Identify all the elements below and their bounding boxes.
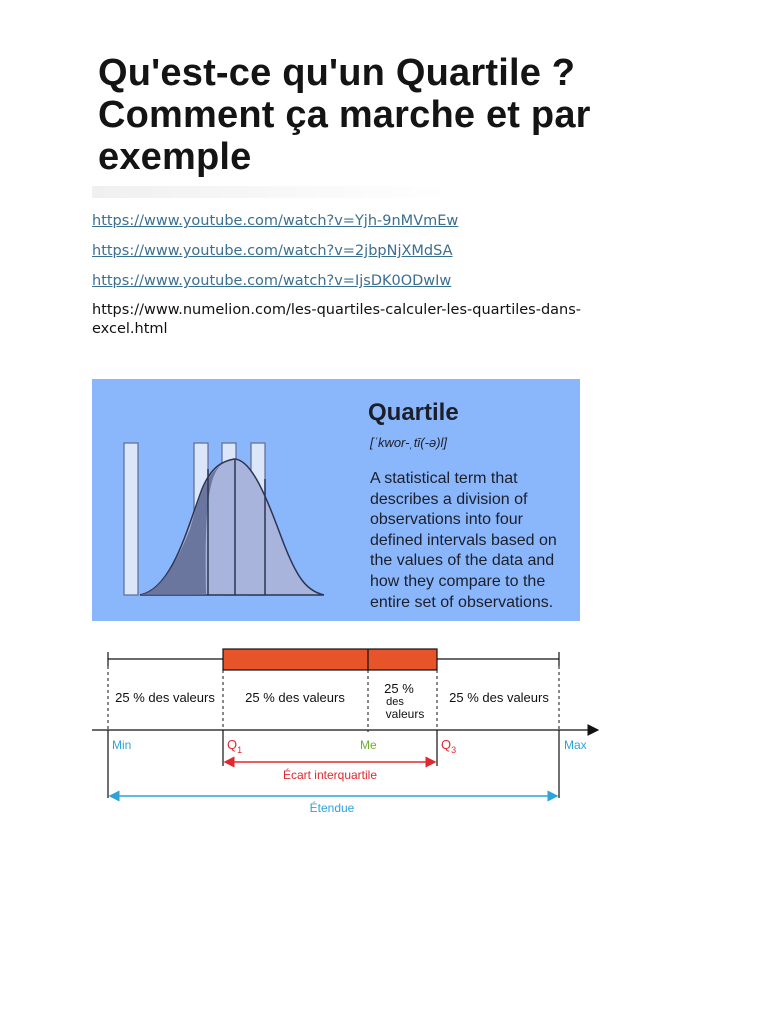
quartile-bar-1 xyxy=(124,443,138,595)
segment-label-4: 25 % des valeurs xyxy=(449,690,549,705)
numelion-url-text xyxy=(92,301,652,339)
card-definition xyxy=(370,469,580,613)
iqr-box xyxy=(223,649,437,670)
youtube-link-3[interactable]: https://www.youtube.com/watch?v=IjsDK0ODwIw xyxy=(92,273,452,289)
title-shadow xyxy=(92,186,452,198)
segment-label-1: 25 % des valeurs xyxy=(115,690,215,705)
title-line-1: Qu'est-ce qu'un Quartile ? xyxy=(98,52,576,94)
range-label: Étendue xyxy=(309,801,355,815)
definition-line: A statistical term that xyxy=(370,470,518,487)
definition-line: describes a division of xyxy=(370,490,528,508)
quartile-definition-image xyxy=(92,379,580,621)
q3-label: $Q_3$ xyxy=(441,737,457,755)
definition-line: defined intervals based on xyxy=(370,531,557,549)
min-label: Min xyxy=(112,738,132,752)
segment-label-3c: valeurs xyxy=(385,707,425,721)
boxplot-diagram xyxy=(92,640,612,820)
segment-label-2: 25 % des valeurs xyxy=(245,690,345,705)
definition-line: observations into four xyxy=(370,511,523,529)
definition-line: how they compare to the xyxy=(370,572,546,590)
card-word: Quartile xyxy=(368,399,459,426)
card-pronunciation: [ˈkwor-ˌtī(-ə)l] xyxy=(370,435,448,450)
bell-curve-illustration xyxy=(92,379,362,621)
youtube-link-2[interactable]: https://www.youtube.com/watch?v=2jbpNjXMdSA xyxy=(92,243,453,259)
title-line-2: Comment ça marche et par xyxy=(98,94,591,136)
numelion-url-line-2: excel.html xyxy=(92,321,168,337)
youtube-link-1[interactable]: https://www.youtube.com/watch?v=Yjh-9nMVmEw xyxy=(92,213,459,229)
definition-line: the values of the data and xyxy=(370,552,555,570)
definition-line: entire set of observations. xyxy=(370,593,554,611)
numelion-url-line-1: https://www.numelion.com/les-quartiles-calculer-les-quartiles-dans- xyxy=(92,302,582,318)
title-line-3: exemple xyxy=(98,136,252,178)
page-title xyxy=(98,52,698,178)
me-label: Me xyxy=(360,738,377,752)
segment-label-3b: des xyxy=(386,696,404,708)
max-label: Max xyxy=(564,738,587,752)
q1-label: $Q_1$ xyxy=(227,737,243,755)
iqr-label: Écart interquartile xyxy=(282,768,378,782)
segment-label-3a: 25 % xyxy=(384,681,414,696)
